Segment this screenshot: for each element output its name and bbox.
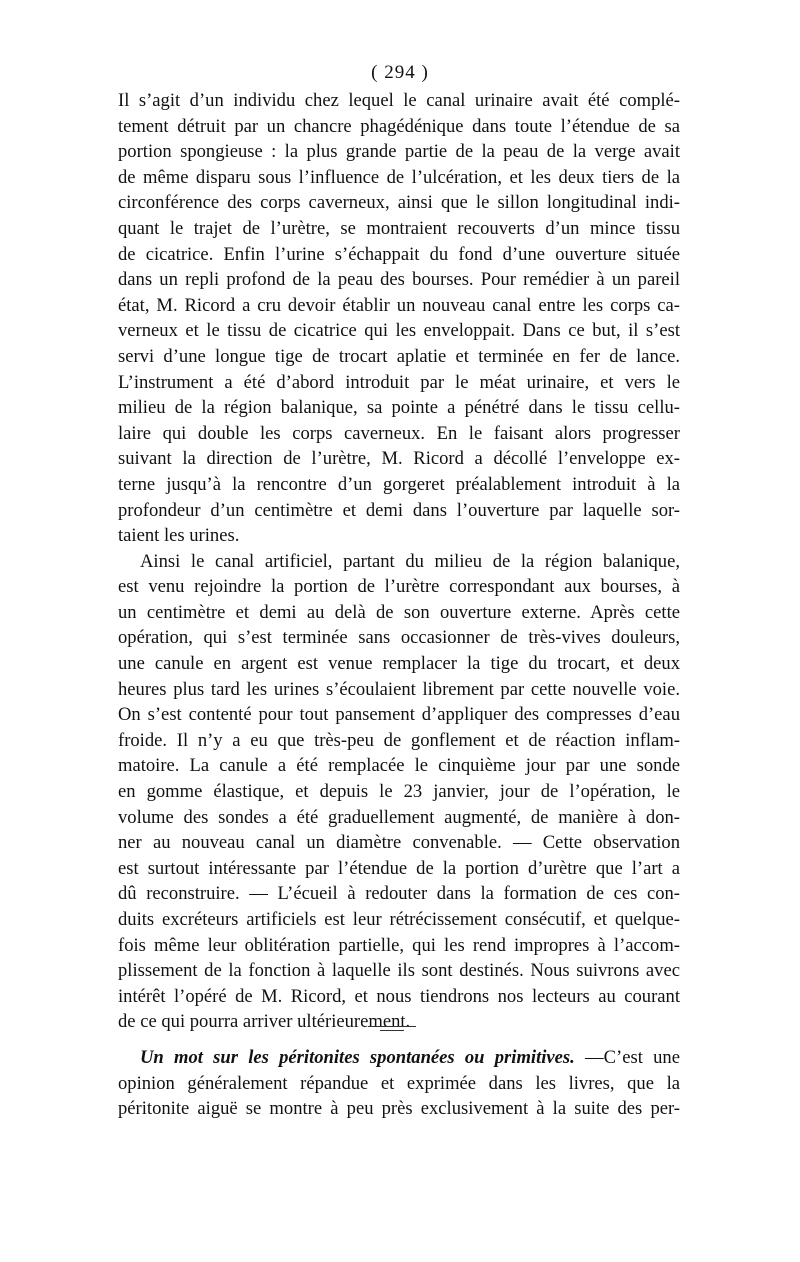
text-fragment: —C’est une <box>574 1047 680 1068</box>
text-line: opinion généralement répandue et exprimée dans les livres, que la <box>118 1072 680 1094</box>
text-line: de même disparu sous l’influence de l’ulcération, et les deux tiers de la <box>118 166 680 188</box>
text-line: tement détruit par un chancre phagédénique dans toute l’étendue de sa <box>118 115 680 137</box>
text-line: en gomme élastique, et depuis le 23 janvier, jour de l’opération, le <box>118 781 680 803</box>
section-divider <box>368 1026 416 1027</box>
text-line: est surtout intéressante par l’étendue de la portion d’urètre que l’art a <box>118 857 680 879</box>
text-line: laire qui double les corps caverneux. En le faisant alors progresser <box>118 422 680 444</box>
text-line: de cicatrice. Enfin l’urine s’échappait du fond d’une ouverture située <box>118 243 680 265</box>
paragraph-1 <box>118 88 680 549</box>
paragraph-2 <box>118 549 680 1035</box>
text-line: suivant la direction de l’urètre, M. Ricord a décollé l’enveloppe ex- <box>118 448 680 470</box>
text-line: portion spongieuse : la plus grande partie de la peau de la verge avait <box>118 141 680 163</box>
text-line: dans un repli profond de la peau des bourses. Pour remédier à un pareil <box>118 269 680 291</box>
text-line: Ainsi le canal artificiel, partant du milieu de la région balanique, <box>140 550 680 572</box>
text-line: une canule en argent est venue remplacer la tige du trocart, et deux <box>118 653 680 675</box>
text-line: L’instrument a été d’abord introduit par le méat urinaire, et vers le <box>118 371 680 393</box>
text-line: profondeur d’un centimètre et demi dans l’ouverture par laquelle sor- <box>118 499 680 521</box>
text-line: froide. Il n’y a eu que très-peu de gonflement et de réaction inflam- <box>118 729 680 751</box>
text-line: milieu de la région balanique, sa pointe a pénétré dans le tissu cellu- <box>118 397 680 419</box>
text-line: état, M. Ricord a cru devoir établir un nouveau canal entre les corps ca- <box>118 294 680 316</box>
text-line: On s’est contenté pour tout pansement d’appliquer des compresses d’eau <box>118 704 680 726</box>
page-number: ( 294 ) <box>371 62 429 83</box>
text-line: plissement de la fonction à laquelle ils sont destinés. Nous suivrons avec <box>118 960 680 982</box>
text-line: fois même leur oblitération partielle, qui les rend impropres à l’accom- <box>118 934 680 956</box>
text-line: matoire. La canule a été remplacée le cinquième jour par une sonde <box>118 755 680 777</box>
text-line: quant le trajet de l’urètre, se montraient recouverts d’un mince tissu <box>118 217 680 239</box>
text-line <box>118 1045 680 1071</box>
section-heading: Un mot sur les péritonites spontanées ou primitives. <box>140 1047 575 1068</box>
text-line: de ce qui pourra arriver ultérieurement. <box>118 1011 411 1033</box>
text-line: volume des sondes a été graduellement augmenté, de manière à don- <box>118 806 680 828</box>
text-line: duits excréteurs artificiels est leur rétrécissement consécutif, et quelque- <box>118 909 680 930</box>
body-text <box>118 88 680 1035</box>
text-line: péritonite aiguë se montre à peu près exclusivement à la suite des per- <box>118 1098 680 1120</box>
text-line: est venu rejoindre la portion de l’urètre correspondant aux bourses, à <box>118 576 680 598</box>
paragraph-3 <box>118 1045 680 1122</box>
text-line: opération, qui s’est terminée sans occasionner de très-vives douleurs, <box>118 627 680 649</box>
text-line: taient les urines. <box>118 525 240 547</box>
text-line: dû reconstruire. — L’écueil à redouter dans la formation de ces con- <box>118 883 680 905</box>
section-divider-short <box>380 1030 404 1031</box>
text-line: ner au nouveau canal un diamètre convenable. — Cette observation <box>118 832 680 854</box>
text-line: un centimètre et demi au delà de son ouverture externe. Après cette <box>118 601 680 623</box>
text-line: terne jusqu’à la rencontre d’un gorgeret préalablement introduit à la <box>118 473 680 495</box>
text-line: verneux et le tissu de cicatrice qui les enveloppait. Dans ce but, il s’est <box>118 320 680 342</box>
text-line: circonférence des corps caverneux, ainsi que le sillon longitudinal indi- <box>118 192 680 214</box>
text-line: servi d’une longue tige de trocart aplatie et terminée en fer de lance. <box>118 345 680 367</box>
text-line: Il s’agit d’un individu chez lequel le canal urinaire avait été complé- <box>118 90 680 111</box>
text-line: intérêt l’opéré de M. Ricord, et nous tiendrons nos lecteurs au courant <box>118 985 680 1007</box>
text-line: heures plus tard les urines s’écoulaient librement par cette nouvelle voie. <box>118 678 680 700</box>
